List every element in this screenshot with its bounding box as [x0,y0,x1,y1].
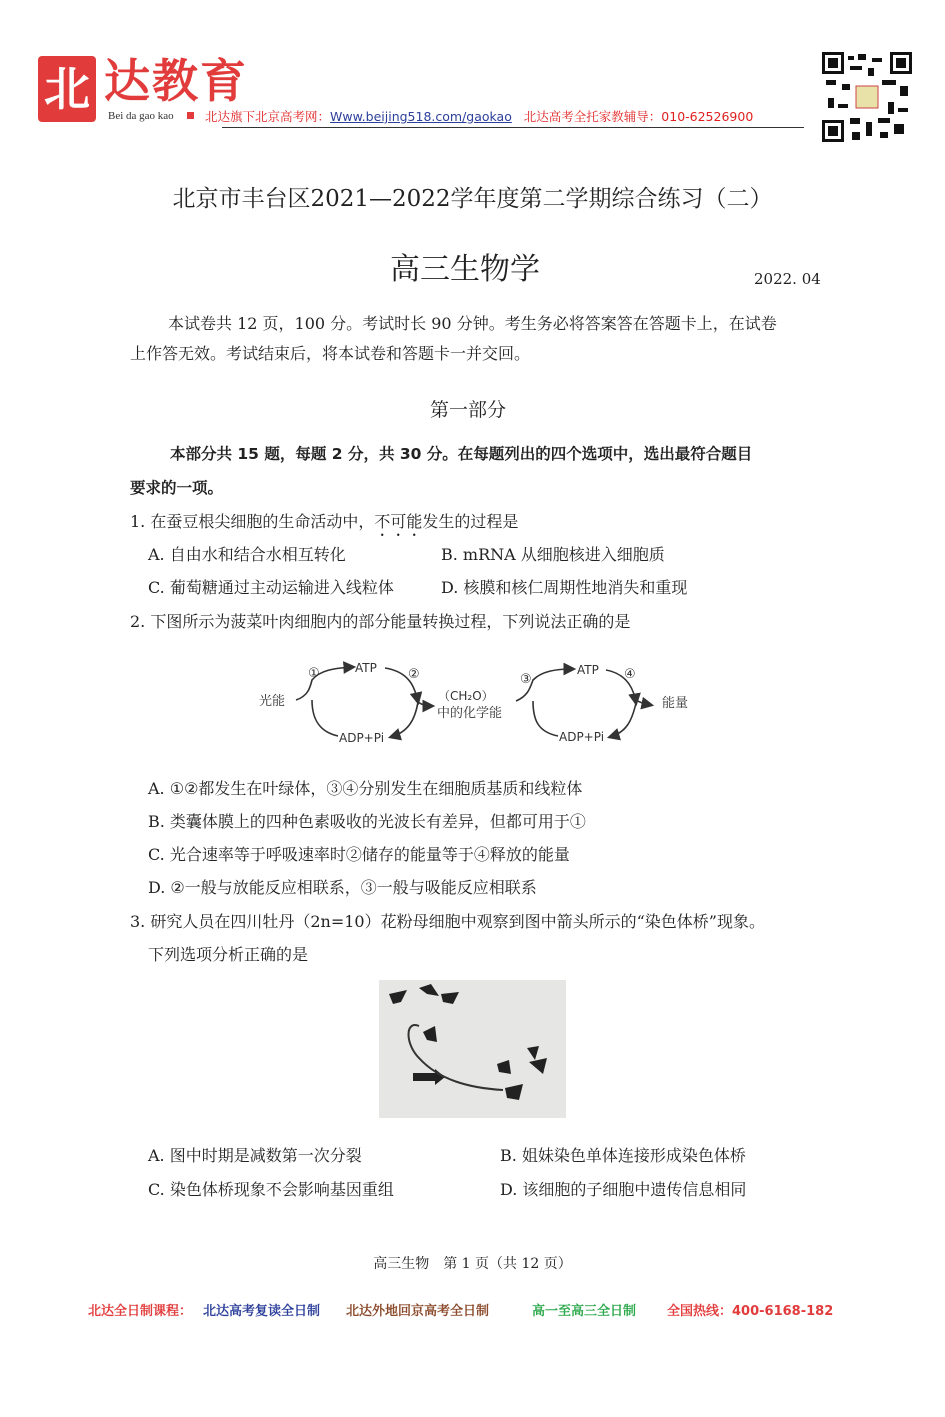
label-step-4: ④ [624,667,636,682]
label-adp-1: ADP+Pi [339,731,385,745]
part-title: 第一部分 [430,399,507,421]
arrow-1 [296,667,353,700]
energy-conversion-diagram [250,650,710,750]
q2-option-c: C. 光合速率等于呼吸速率时②储存的能量等于④释放的能量 [148,845,570,864]
header-line [205,109,753,124]
q1-option-c: C. 葡萄糖通过主动运输进入线粒体 [148,578,394,597]
logo-icon [38,56,96,122]
site-link[interactable]: Www.beijing518.com/gaokao [330,109,512,124]
intro-line-1: 本试卷共 12 页，100 分。考试时长 90 分钟。考生务必将答案答在答题卡上，在试卷 [168,314,777,333]
label-chemical-energy: 中的化学能 [437,706,503,721]
header-rule [222,127,804,128]
q3-option-d: D. 该细胞的子细胞中遗传信息相同 [500,1180,747,1199]
brand-sub: Bei da gao kao [108,110,174,122]
part-intro-1: 本部分共 15 题，每题 2 分，共 30 分。在每题列出的四个选项中，选出最符合题目 [170,445,753,463]
q1-option-b: B. mRNA 从细胞核进入细胞质 [441,545,665,564]
page-footer: 高三生物 第 1 页（共 12 页） [373,1256,572,1272]
q1-option-d: D. 核膜和核仁周期性地消失和重现 [441,578,688,597]
bottom-course-1: 北达高考复读全日制 [203,1304,321,1319]
q1-stem [130,512,518,540]
label-atp-2: ATP [577,663,599,677]
chromosome-bridge-micrograph [379,980,566,1118]
logo-name: 达教育 [104,54,248,108]
label-step-1: ① [308,666,320,681]
site-label: 北达旗下北京高考网： [205,109,331,124]
exam-date: 2022. 04 [754,270,821,288]
tutor-label: 北达高考全托家教辅导：010-62526900 [523,109,754,124]
q3-option-b: B. 姐妹染色单体连接形成染色体桥 [500,1146,746,1165]
label-step-3: ③ [520,672,532,687]
label-light-energy: 光能 [259,694,286,709]
label-energy: 能量 [662,696,689,711]
q3-stem-1: 3. 研究人员在四川牡丹（2n=10）花粉母细胞中观察到图中箭头所示的“染色体桥”现象。 [130,912,765,931]
exam-title: 北京市丰台区2021—2022学年度第二学期综合练习（二） [172,186,773,212]
q3-stem-2: 下列选项分析正确的是 [148,945,309,964]
q3-option-c: C. 染色体桥现象不会影响基因重组 [148,1180,394,1199]
q2-stem: 2. 下图所示为菠菜叶肉细胞内的部分能量转换过程，下列说法正确的是 [130,612,631,631]
qr-code-icon [822,52,912,142]
subject-title: 高三生物学 [390,252,540,287]
q1-stem-emphasis: 不可能 [374,512,423,531]
label-atp-1: ATP [355,661,377,675]
q1-option-a: A. 自由水和结合水相互转化 [148,545,346,564]
q2-option-d: D. ②一般与放能反应相联系，③一般与吸能反应相联系 [148,878,537,897]
q2-option-b: B. 类囊体膜上的四种色素吸收的光波长有差异，但都可用于① [148,812,586,831]
part-intro-2: 要求的一项。 [130,479,224,497]
q1-stem-a: 1. 在蚕豆根尖细胞的生命活动中， [130,512,375,531]
q3-option-a: A. 图中时期是减数第一次分裂 [148,1146,362,1165]
bottom-label: 北达全日制课程： [88,1304,193,1319]
q2-option-a: A. ①②都发生在叶绿体，③④分别发生在细胞质基质和线粒体 [148,779,583,798]
label-adp-2: ADP+Pi [559,730,605,744]
bottom-course-2: 北达外地回京高考全日制 [346,1304,490,1319]
label-ch2o: （CH₂O） [438,689,494,703]
label-step-2: ② [408,667,420,682]
q1-stem-b: 发生的过程是 [422,512,519,531]
logo-char: 北 [44,62,90,116]
bottom-course-3: 高一至高三全日制 [532,1304,637,1319]
bottom-hotline: 全国热线：400-6168-182 [667,1304,834,1319]
intro-line-2: 上作答无效。考试结束后，将本试卷和答题卡一并交回。 [130,344,531,363]
bullet-square-icon [187,112,194,119]
